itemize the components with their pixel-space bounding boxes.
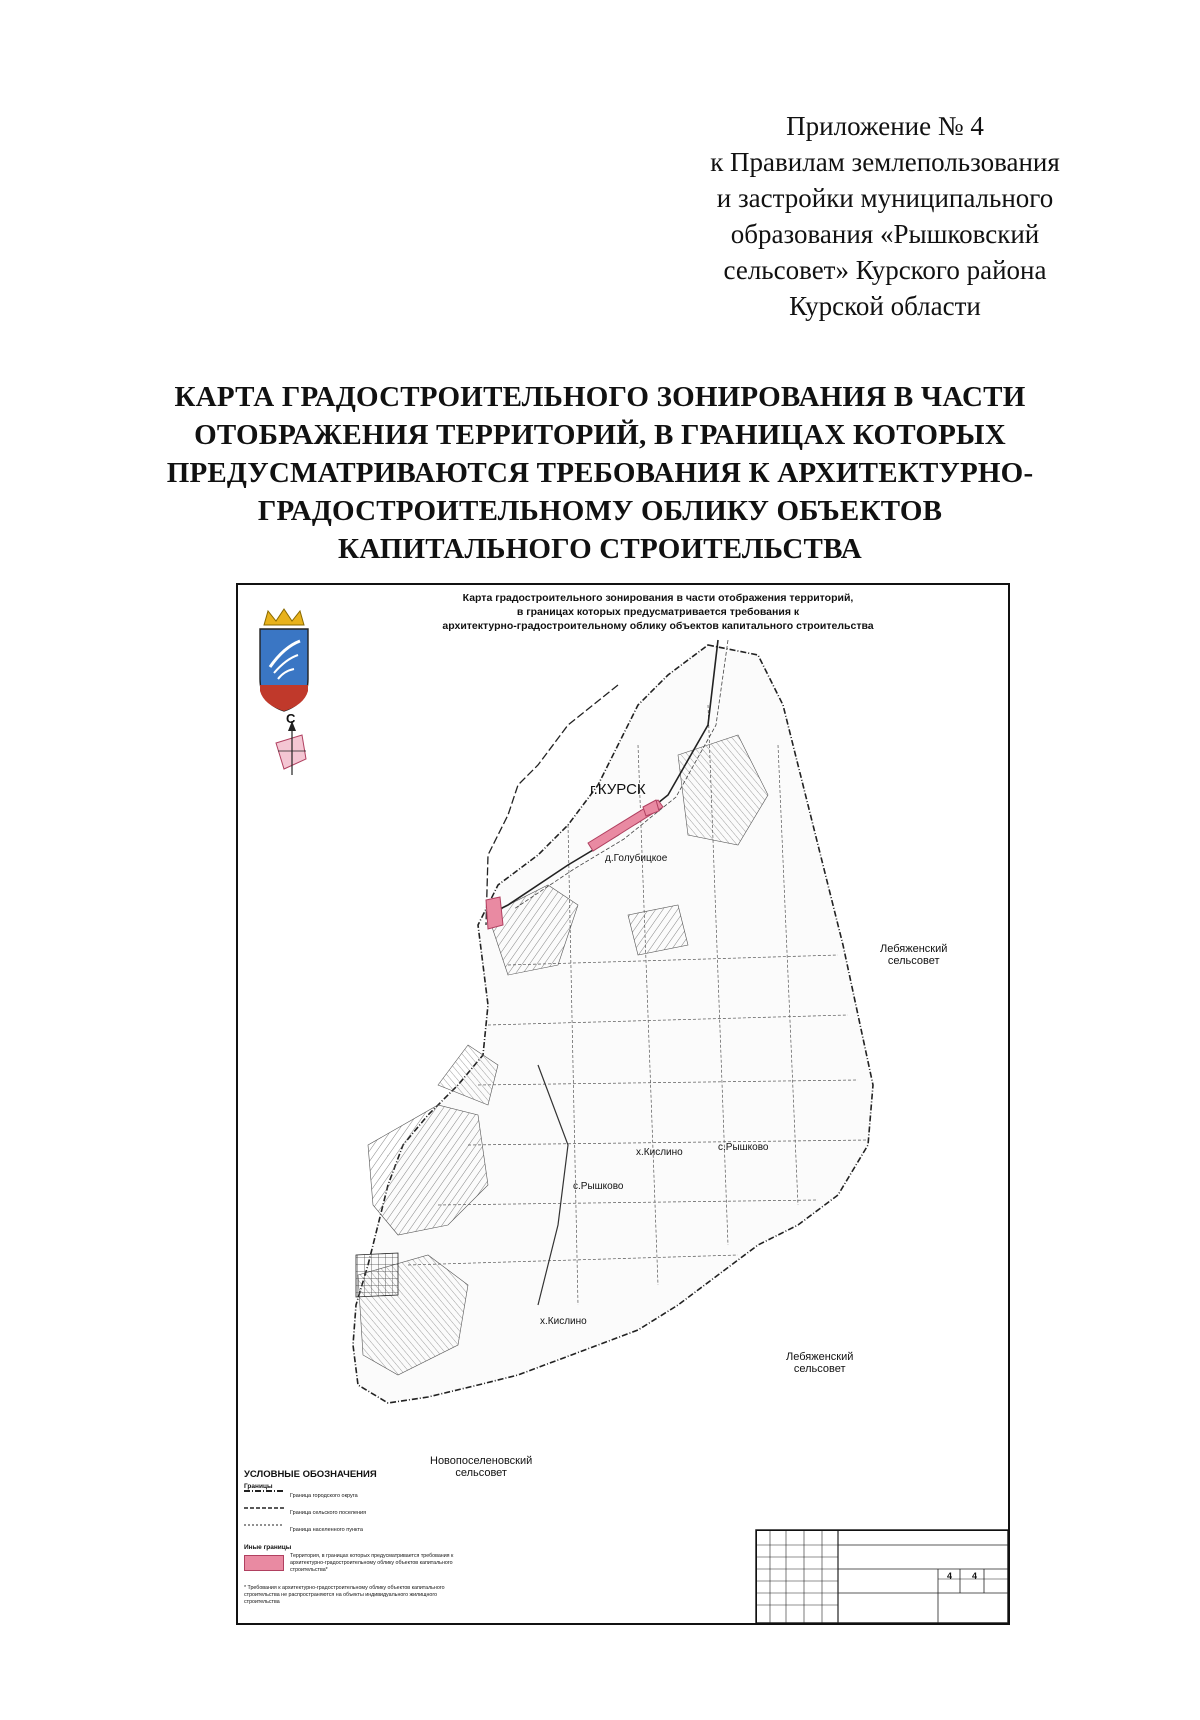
legend-item-label: Граница населенного пункта bbox=[290, 1527, 363, 1533]
appendix-line: сельсовет» Курского района bbox=[723, 255, 1047, 285]
title-block bbox=[756, 1530, 1009, 1625]
place-golubitskoe: д.Голубицкое bbox=[605, 853, 668, 864]
legend-other-header: Иные границы bbox=[244, 1544, 292, 1551]
appendix-line: Приложение № 4 bbox=[786, 111, 984, 141]
appendix-line: к Правилам землепользования bbox=[710, 147, 1060, 177]
place-lebyazh-south bbox=[786, 1351, 853, 1375]
appendix-line: образования «Рышковский bbox=[730, 219, 1040, 249]
legend-boundaries-header: Границы bbox=[244, 1483, 273, 1490]
map-drawing bbox=[238, 585, 1008, 1623]
place-ryshkovo-2: с.Рышково bbox=[573, 1181, 624, 1192]
coat-of-arms bbox=[260, 609, 308, 711]
legend-item-label: Граница городского округа bbox=[290, 1493, 358, 1499]
map-heading bbox=[338, 591, 978, 633]
place-line: Лебяженский bbox=[880, 943, 948, 955]
place-line: сельсовет bbox=[887, 955, 940, 967]
legend-item-label: Граница сельского поселения bbox=[290, 1510, 367, 1516]
zoning-map bbox=[236, 583, 1010, 1625]
pink-swatch bbox=[244, 1555, 284, 1571]
title-line: КАПИТАЛЬНОГО СТРОИТЕЛЬСТВА bbox=[338, 533, 862, 565]
map-legend bbox=[244, 1469, 476, 1606]
place-line: Лебяженский bbox=[786, 1351, 854, 1363]
grid-zone bbox=[356, 1253, 398, 1297]
place-kursk: г.КУРСК bbox=[590, 781, 646, 798]
place-lebyazh-north bbox=[880, 943, 947, 967]
place-kislino-1: х.Кислино bbox=[636, 1147, 683, 1158]
sheet-number: 4 bbox=[947, 1571, 953, 1581]
appendix-note bbox=[650, 108, 1120, 324]
map-heading-line: архитектурно-градостроительному облику объектов капитального строительства bbox=[442, 620, 874, 632]
title-line: ГРАДОСТРОИТЕЛЬНОМУ ОБЛИКУ ОБЪЕКТОВ bbox=[257, 495, 943, 527]
compass-icon bbox=[276, 721, 306, 775]
title-line: ПРЕДУСМАТРИВАЮТСЯ ТРЕБОВАНИЯ К АРХИТЕКТУРНО- bbox=[166, 457, 1034, 489]
document-title bbox=[100, 378, 1100, 568]
title-line: ОТОБРАЖЕНИЯ ТЕРРИТОРИЙ, В ГРАНИЦАХ КОТОРЫХ bbox=[194, 419, 1006, 451]
north-label: С bbox=[286, 711, 296, 726]
pink-zone bbox=[486, 897, 503, 929]
legend-pink-item bbox=[244, 1553, 476, 1581]
title-line: КАРТА ГРАДОСТРОИТЕЛЬНОГО ЗОНИРОВАНИЯ В ЧАСТИ bbox=[174, 381, 1026, 413]
legend-title: УСЛОВНЫЕ ОБОЗНАЧЕНИЯ bbox=[244, 1469, 377, 1480]
legend-item bbox=[244, 1507, 476, 1524]
legend-item bbox=[244, 1524, 476, 1541]
legend-item bbox=[244, 1490, 476, 1507]
place-line: сельсовет bbox=[793, 1363, 846, 1375]
map-heading-line: в границах которых предусматривается требования к bbox=[516, 606, 800, 618]
appendix-line: и застройки муниципального bbox=[716, 183, 1054, 213]
place-line: сельсовет bbox=[455, 1467, 507, 1479]
legend-pink-label: Территория, в границах которых предусматривается требования к архитектурно-градостроительному облику объектов капитального строительства* bbox=[290, 1553, 454, 1573]
place-kislino-2: х.Кислино bbox=[540, 1316, 587, 1327]
map-heading-line: Карта градостроительного зонирования в части отображения территорий, bbox=[462, 592, 854, 604]
appendix-line: Курской области bbox=[789, 291, 981, 321]
place-line: Новопоселеновский bbox=[430, 1455, 533, 1467]
place-ryshkovo-1: с.Рышково bbox=[718, 1142, 769, 1153]
legend-footnote: * Требования к архитектурно-градостроительному облику объектов капитального строительства не распространяются на объекты индивидуального жилищного строительства bbox=[244, 1585, 445, 1605]
sheet-count: 4 bbox=[972, 1571, 978, 1581]
